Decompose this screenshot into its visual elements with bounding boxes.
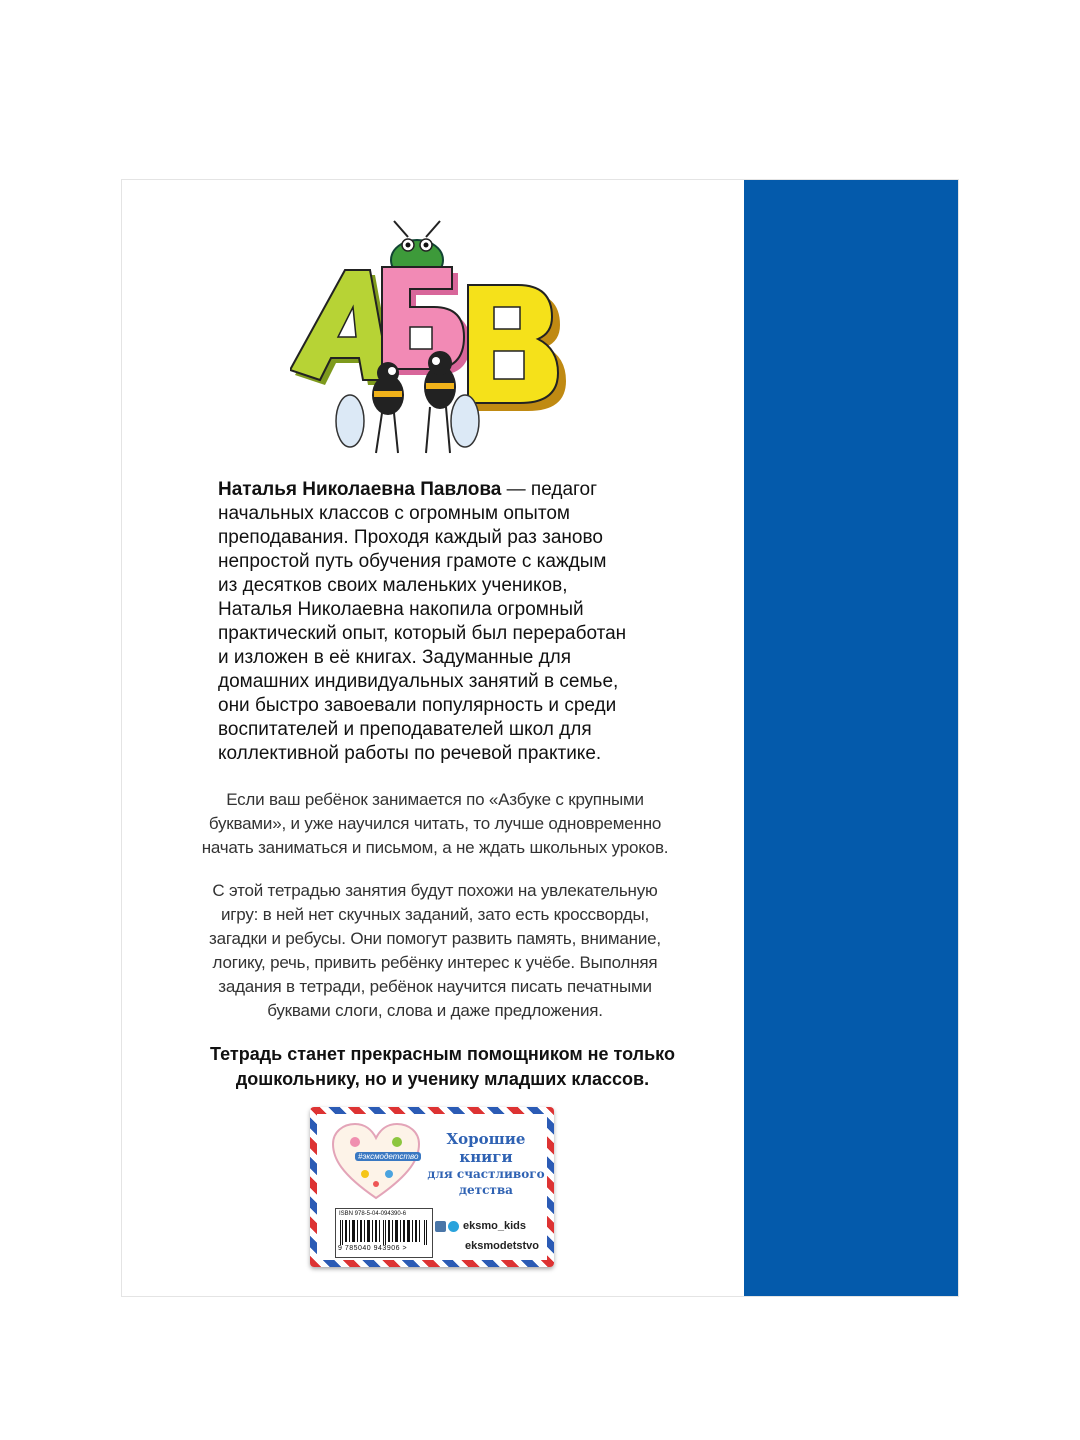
isbn-number: ISBN 978-5-04-094390-6 [339,1211,407,1217]
website-handle: eksmodetstvo [465,1240,539,1252]
social-handle: eksmo_kids [463,1220,526,1232]
barcode-icon [340,1220,428,1245]
description-paragraph-1: Если ваш ребёнок занимается по «Азбуке с крупными буквами», и уже научился читать, то лучше одновременно начать заниматься и письмом, а не ждать школьных уроков. [201,790,669,857]
barcode [335,1208,433,1258]
author-bio [218,478,688,766]
closing-statement: Тетрадь станет прекрасным помощником не только дошкольнику, но и ученику младших классов. [210,1044,675,1089]
social-links [435,1216,545,1256]
author-name: Наталья Николаевна Павлова [218,479,502,500]
telegram-icon [448,1221,459,1232]
publisher-badge [310,1107,554,1267]
barcode-number: 9 785040 943906 > [338,1245,408,1252]
author-bio-text: начальных классов с огромным опытом преподавания. Проходя каждый раз заново непростой путь обучения грамоте с каждым из десятков своих маленьких учеников, Наталья Николаевна накопила огромный практический опыт, который был переработан и изложен в её книгах. Задуманные для домашних индивидуальных занятий в семье, они быстро завоевали популярность и среди воспитателей и преподавателей школ для коллективной работы по речевой практике. [218,503,627,764]
description-paragraph-2: С этой тетрадью занятия будут похожи на увлекательную игру: в ней нет скучных заданий, зато есть кроссворды, загадки и ребусы. Они помогут развить память, внимание, логику, речь, привить ребёнку интерес к учёбе. Выполняя задания в тетради, ребёнок научится писать печатными буквами слоги, слова и даже предложения. [209,881,661,1020]
vk-icon [435,1221,446,1232]
hashtag-label: #эксмодетство [355,1152,421,1161]
letter-v-icon [468,285,566,411]
heart-icon [331,1122,421,1202]
cover-blue-stripe [744,180,958,1296]
author-role: — педагог [501,479,598,500]
social-handle-row [435,1216,545,1236]
abc-letters-illustration [290,215,570,465]
publisher-slogan: Хорошие книги для счастливого детства [427,1130,545,1197]
letter-b-icon [382,267,470,375]
website-handle-row [435,1236,545,1256]
